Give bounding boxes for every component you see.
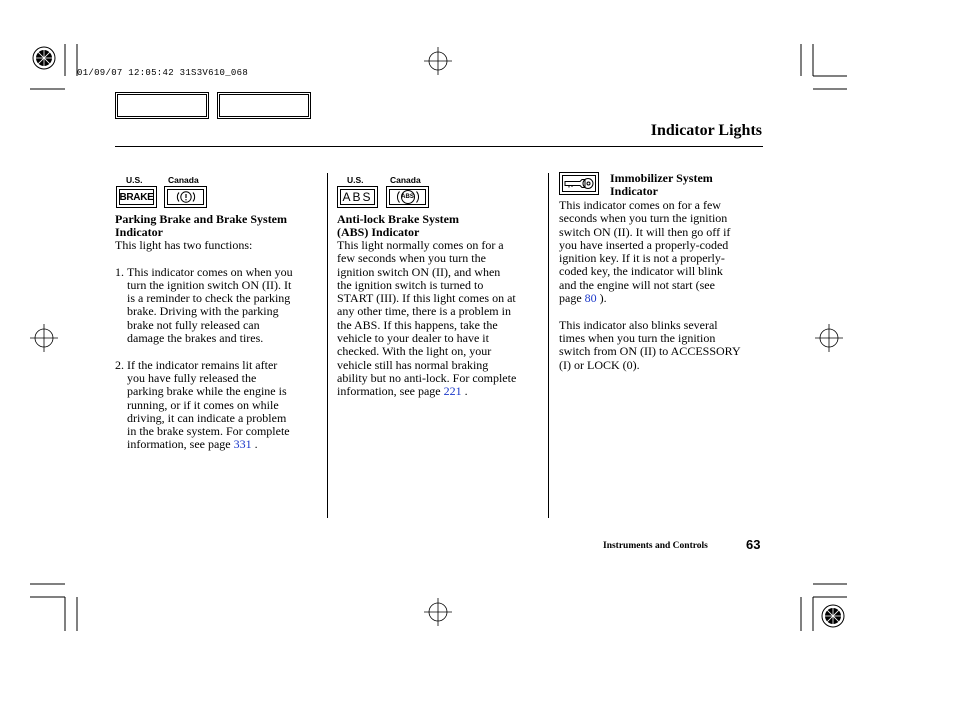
intro-text: This light has two functions: [115,238,253,252]
page-link-80[interactable]: 80 [584,291,597,306]
brake-indicator-icon: BRAKE [116,186,157,208]
list-item: 1. This indicator comes on when you turn the ignition switch ON (II). It is a reminder to check the parking brake. Driving with the parking brake not fully released can damage the brakes and tires. [115,264,293,346]
brake-warning-icon [164,186,207,208]
parking-brake-body [115,239,325,452]
page-link-331[interactable]: 331 [233,437,252,452]
brake-circle-icon [175,190,197,204]
immobilizer-heading: Immobilizer System Indicator [610,171,713,198]
key-icon [559,172,599,195]
abs-body: This light normally comes on for a few seconds when you turn the ignition switch ON (II), and when the ignition switch is turned to START (III). If this light comes on at any other time, there is a problem in the ABS. If this happens, take the vehicle to your dealer to have it checked. With the light on, your vehicle still has normal braking ability but no anti-lock. For complete information, see page 221 . [337,238,517,399]
list-item: 2. If the indicator remains lit after you have fully released the parking brake while the engine is running, or if it comes on while driving, it can indicate a problem in the brake system. For complete information, see page 331 . [115,357,290,452]
label-canada: Canada [168,175,199,185]
abs-heading: Anti-lock Brake System (ABS) Indicator [337,212,459,239]
page-link-221[interactable]: 221 [443,384,462,399]
nav-box-left[interactable] [115,92,209,119]
abs-indicator-icon: ABS [337,186,378,208]
label-us: U.S. [347,175,364,185]
label-us: U.S. [126,175,143,185]
column-divider-1 [327,173,328,518]
column-divider-2 [548,173,549,518]
page-title: Indicator Lights [650,122,762,139]
footer-section-name: Instruments and Controls [603,541,708,551]
abs-circle-glyph: ABS [401,194,414,200]
print-stamp: 01/09/07 12:05:42 31S3V610_068 [77,68,249,78]
nav-box-right[interactable] [217,92,311,119]
immobilizer-body: This indicator comes on for a few seconds when you turn the ignition switch ON (II). It will then go off if you have inserted a properly-coded ignition key. If it is not a properly- coded key, the indicator will blink and the engine will not start (see page 80 ). This indicator also blinks several times when you turn the ignition switch from ON (II) to ACCESSORY (I) or LOCK (0). [559,198,741,372]
page-number: 63 [746,537,761,552]
header-rule [115,146,763,147]
label-canada: Canada [390,175,421,185]
abs-circle-icon [386,186,429,208]
parking-brake-heading: Parking Brake and Brake System Indicator [115,212,288,239]
